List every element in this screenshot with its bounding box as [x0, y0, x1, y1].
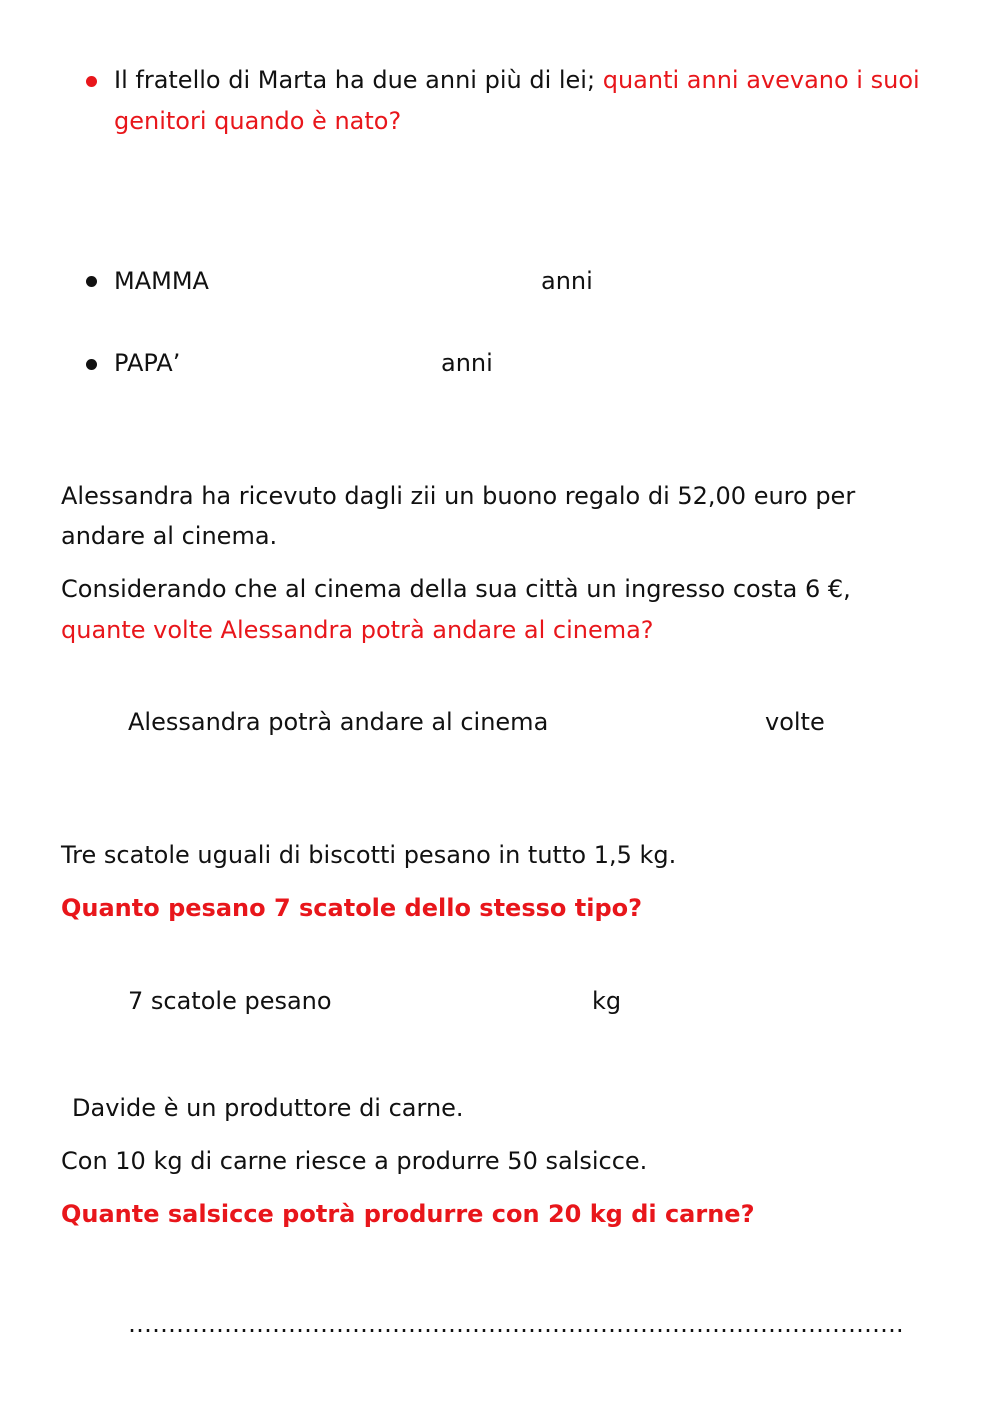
papa-answer-input[interactable] — [210, 346, 420, 378]
q2-question: quante volte Alessandra potrà andare al cinema? — [61, 616, 654, 644]
bullet-icon — [86, 276, 97, 287]
q4-line-2: Con 10 kg di carne riesce a produrre 50 salsicce. — [61, 1147, 648, 1175]
volte-answer-input[interactable] — [575, 705, 745, 737]
bullet-icon — [86, 76, 97, 87]
bullet-icon — [86, 359, 97, 370]
mamma-label: MAMMA — [114, 267, 209, 295]
q3-line-1: Tre scatole uguali di biscotti pesano in tutto 1,5 kg. — [61, 841, 677, 869]
papa-label: PAPA’ — [114, 349, 181, 377]
q2-line-3: Considerando che al cinema della sua città un ingresso costa 6 €, — [61, 575, 851, 603]
q3-question: Quanto pesano 7 scatole dello stesso tipo? — [61, 894, 643, 922]
q3-answer-unit: kg — [592, 987, 622, 1015]
q4-question: Quante salsicce potrà produrre con 20 kg di carne? — [61, 1200, 755, 1228]
q2-answer-prefix: Alessandra potrà andare al cinema — [128, 708, 549, 736]
q2-line-1: Alessandra ha ricevuto dagli zii un buono regalo di 52,00 euro per — [61, 482, 856, 510]
q1-text: Il fratello di Marta ha due anni più di lei; — [114, 66, 596, 94]
q4-answer-dots[interactable]: ……………………………………………………………………………………. — [128, 1310, 904, 1338]
q2-line-2: andare al cinema. — [61, 522, 278, 550]
q1-line-1 — [114, 66, 920, 94]
q1-question-part-1: quanti anni avevano i suoi — [602, 66, 920, 94]
q3-answer-prefix: 7 scatole pesano — [128, 987, 332, 1015]
mamma-answer-input[interactable] — [250, 264, 520, 296]
kg-answer-input[interactable] — [350, 984, 575, 1016]
q4-line-1: Davide è un produttore di carne. — [72, 1094, 464, 1122]
papa-unit: anni — [441, 349, 493, 377]
mamma-unit: anni — [541, 267, 593, 295]
q2-answer-unit: volte — [765, 708, 825, 736]
q1-question-part-2: genitori quando è nato? — [114, 107, 402, 135]
